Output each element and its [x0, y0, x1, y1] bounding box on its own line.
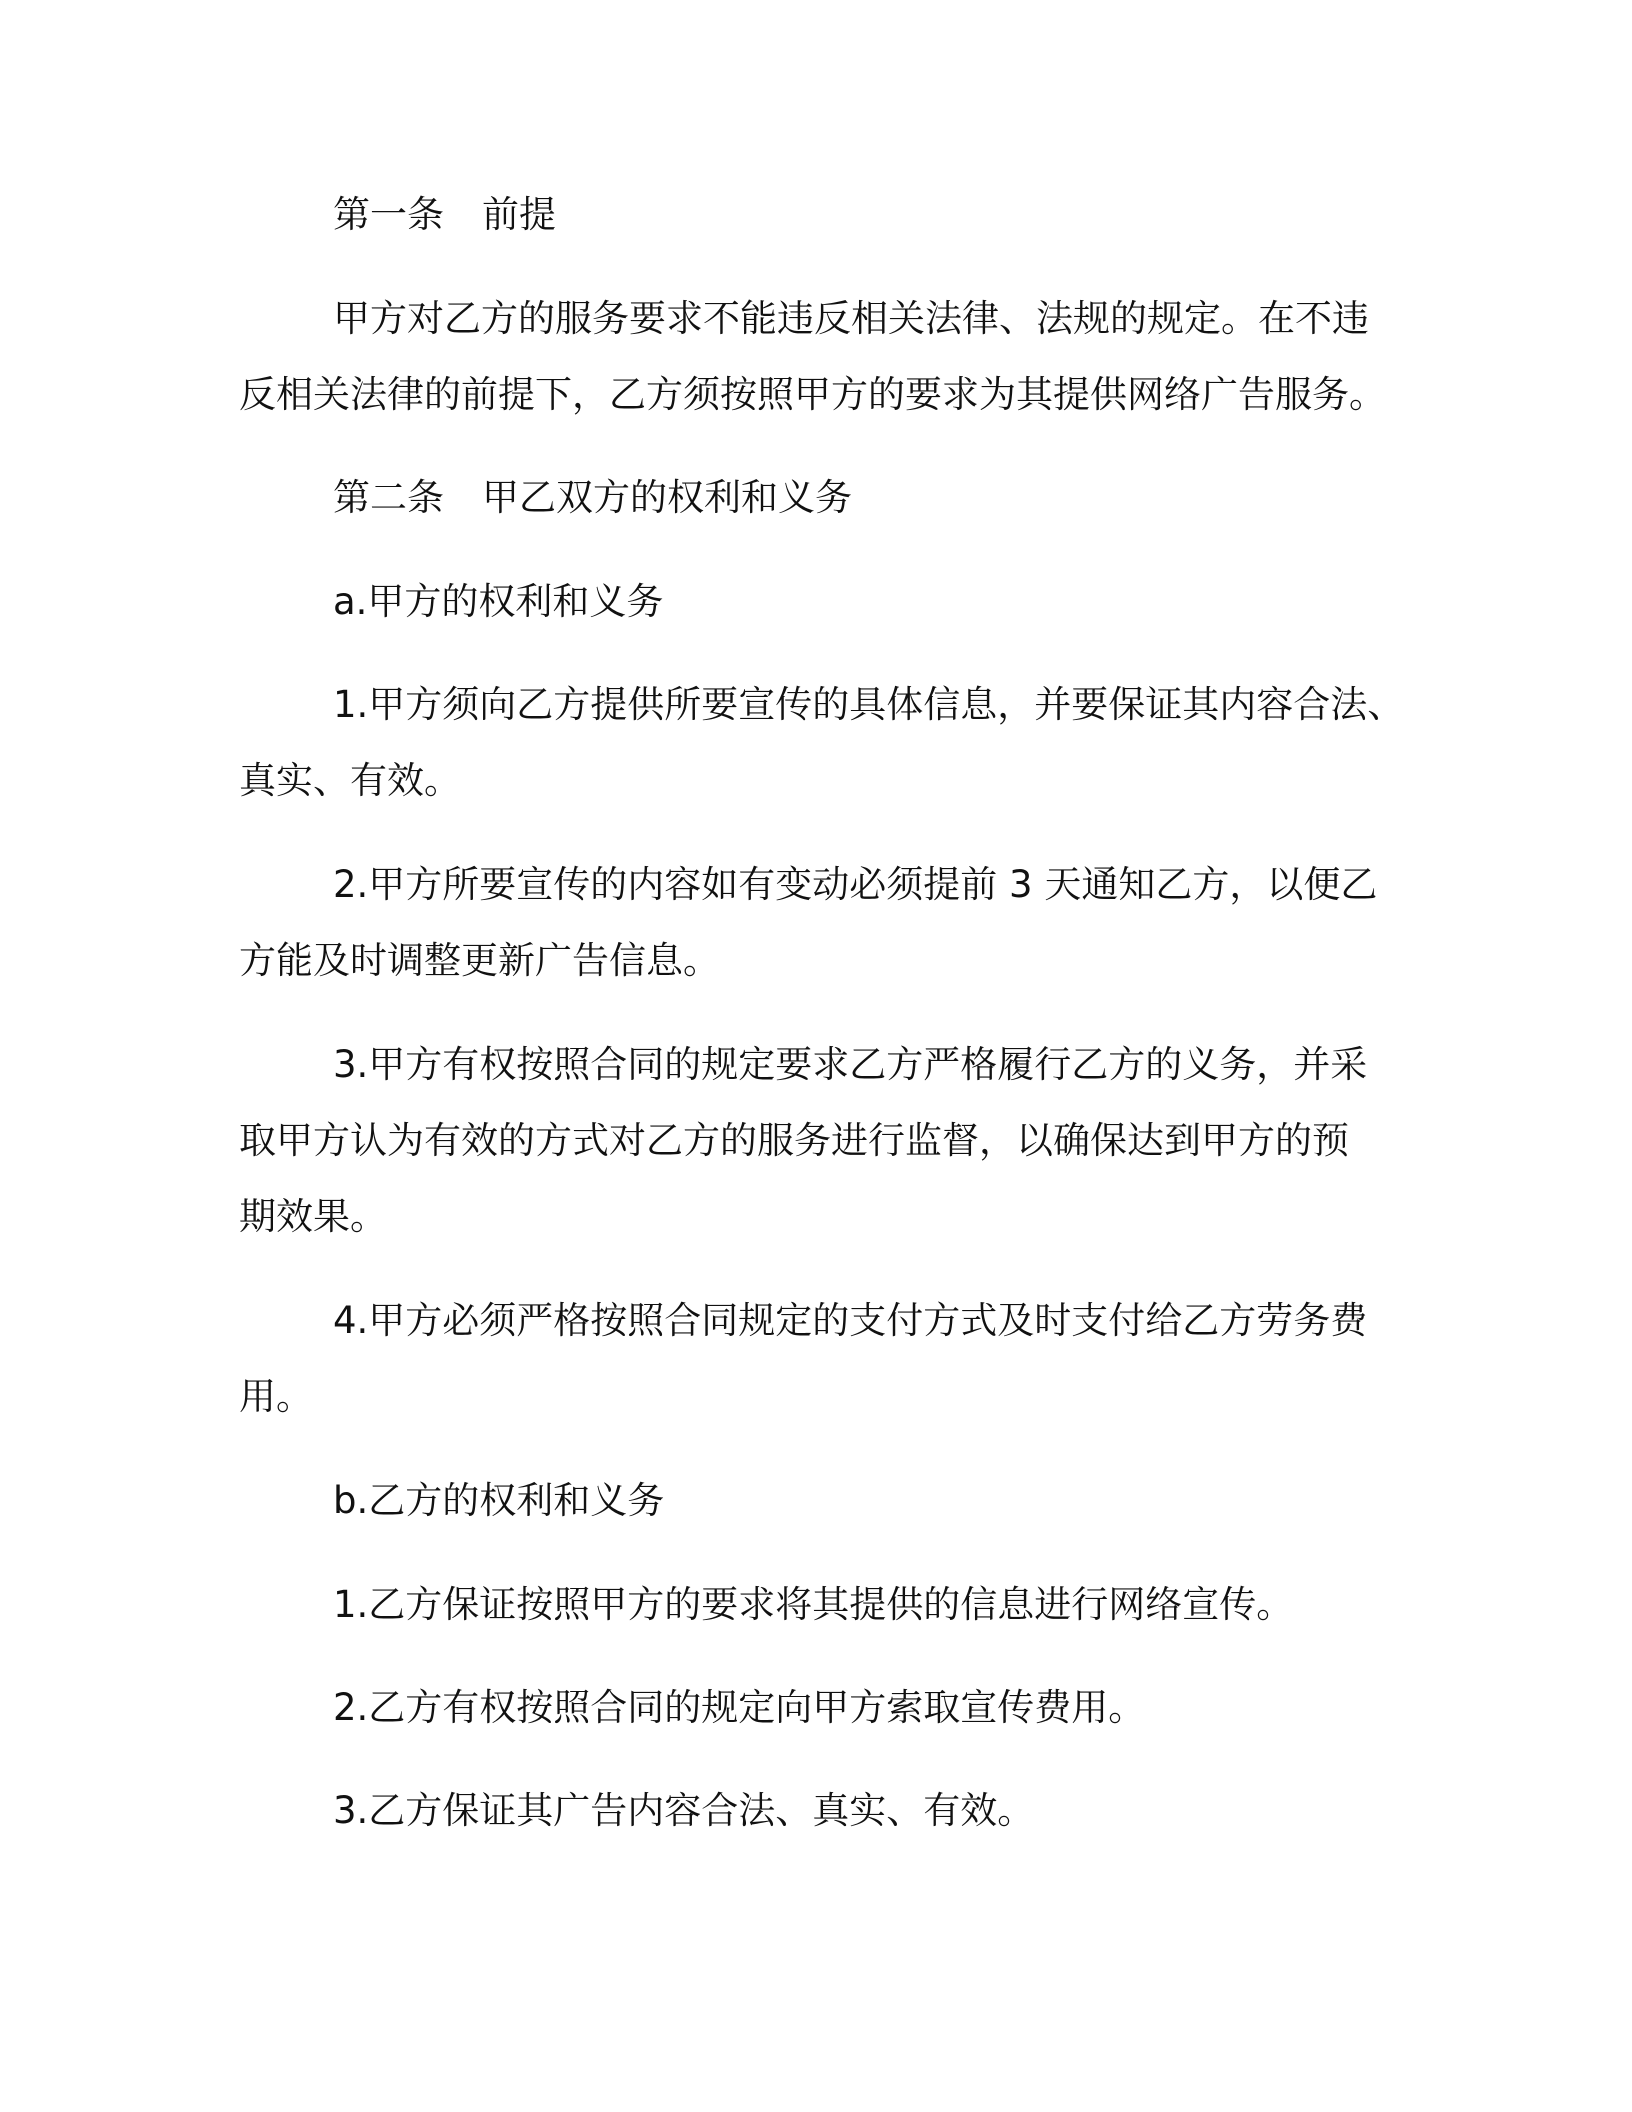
article-1-title: 前提	[482, 193, 556, 236]
section-a-item-2-line-2: 方能及时调整更新广告信息。	[239, 939, 720, 982]
article-2-number: 第二条	[333, 476, 444, 519]
section-b-item-1: 1.乙方保证按照甲方的要求将其提供的信息进行网络宣传。	[333, 1583, 1294, 1626]
section-a-item-3-line-3: 期效果。	[239, 1195, 387, 1238]
section-b-heading: b.乙方的权利和义务	[333, 1479, 665, 1522]
article-2-heading	[333, 474, 852, 522]
section-a-item-1-line-2: 真实、有效。	[239, 759, 461, 802]
article-2-title: 甲乙双方的权利和义务	[482, 476, 852, 519]
section-a-item-3-line-1: 3.甲方有权按照合同的规定要求乙方严格履行乙方的义务，并采	[333, 1043, 1368, 1086]
article-1-number: 第一条	[333, 193, 444, 236]
section-b-item-3: 3.乙方保证其广告内容合法、真实、有效。	[333, 1789, 1035, 1832]
section-a-item-2-line-1: 2.甲方所要宣传的内容如有变动必须提前 3 天通知乙方，以便乙	[333, 863, 1378, 906]
section-a-item-1-line-1: 1.甲方须向乙方提供所要宣传的具体信息，并要保证其内容合法、	[333, 683, 1405, 726]
section-a-item-4-line-1: 4.甲方必须严格按照合同规定的支付方式及时支付给乙方劳务费	[333, 1299, 1368, 1342]
section-a-item-4-line-2: 用。	[239, 1375, 313, 1418]
article-1-paragraph-line-1: 甲方对乙方的服务要求不能违反相关法律、法规的规定。在不违	[333, 297, 1369, 340]
article-1-paragraph-line-2: 反相关法律的前提下，乙方须按照甲方的要求为其提供网络广告服务。	[239, 373, 1386, 416]
section-b-item-2: 2.乙方有权按照合同的规定向甲方索取宣传费用。	[333, 1686, 1146, 1729]
section-a-heading: a.甲方的权利和义务	[333, 580, 664, 623]
section-a-item-3-line-2: 取甲方认为有效的方式对乙方的服务进行监督，以确保达到甲方的预	[239, 1119, 1349, 1162]
article-1-heading	[333, 191, 556, 239]
